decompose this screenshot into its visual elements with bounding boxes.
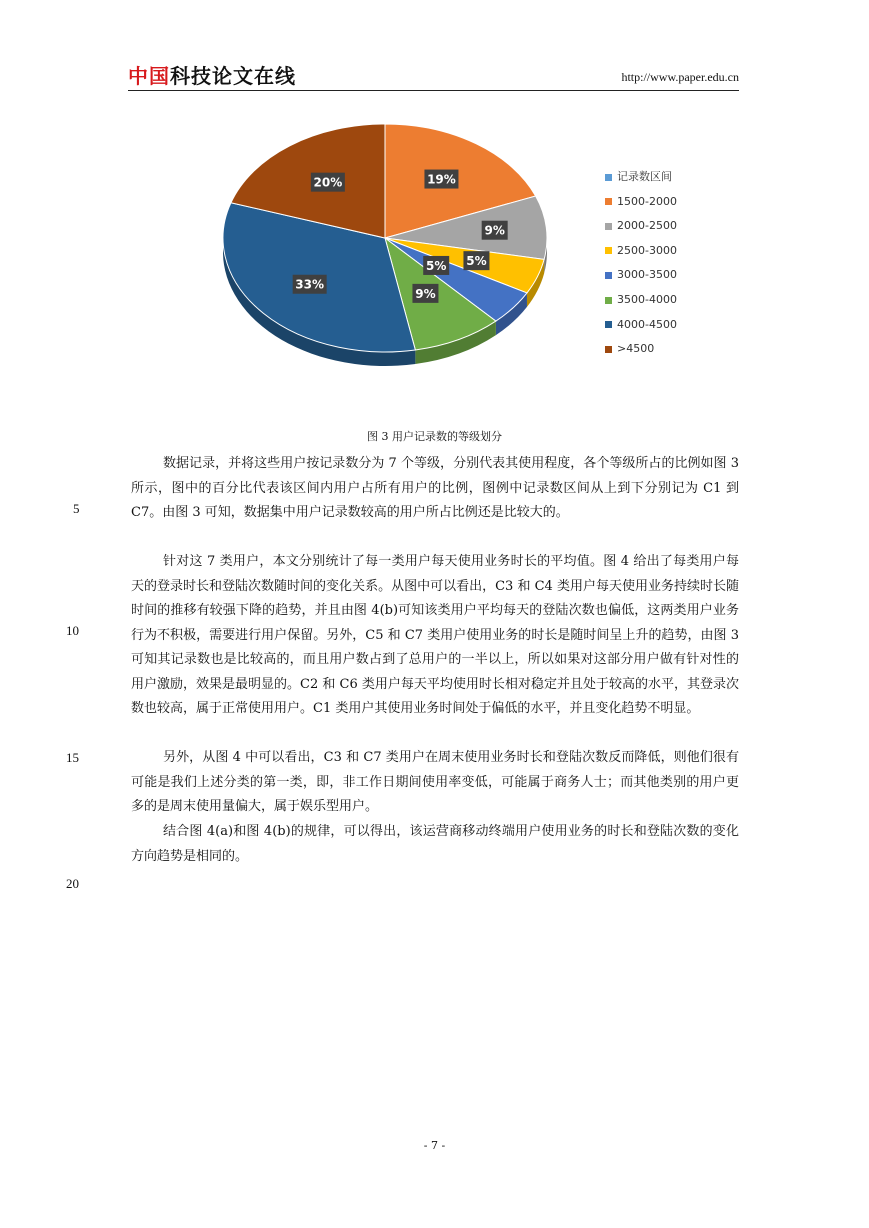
paragraph-3 — [131, 746, 739, 820]
data-label — [311, 173, 345, 192]
legend-item — [605, 318, 677, 332]
legend-swatch — [605, 198, 612, 205]
data-label — [463, 251, 489, 270]
paragraph-text: 另外，从图 4 中可以看出，C3 和 C7 类用户在周末使用业务时长和登陆次数反而降低，则他们很有可能是我们上述分类的第一类，即，非工作日期间使用率变低，可能属于商务人士；而其他类别的用户更多的是周末使用量偏大，属于娱乐型用户。 — [131, 750, 739, 814]
data-label-text: 5% — [466, 254, 487, 269]
figure-3 — [210, 118, 690, 408]
data-label — [482, 221, 508, 240]
data-label-text: 9% — [415, 286, 436, 301]
line-number: 5 — [73, 501, 80, 516]
legend-swatch — [605, 223, 612, 230]
legend-item — [605, 244, 677, 258]
paragraph-text: 结合图 4(a)和图 4(b)的规律，可以得出，该运营商移动终端用户使用业务的时长和登陆次数的变化方向趋势是相同的。 — [131, 824, 739, 864]
legend-item — [605, 268, 677, 282]
figure-caption: 图 3 用户记录数的等级划分 — [367, 430, 502, 443]
page-header — [128, 64, 739, 91]
legend-label: >4500 — [617, 342, 655, 356]
legend-item — [605, 293, 677, 307]
legend-item — [605, 342, 654, 356]
legend-swatch — [605, 174, 612, 181]
legend-swatch — [605, 247, 612, 254]
data-label-text: 33% — [295, 277, 325, 292]
legend-title: 记录数区间 — [617, 170, 672, 183]
legend-label: 2500-3000 — [617, 243, 677, 257]
data-label — [424, 170, 458, 189]
legend-label: 1500-2000 — [617, 194, 677, 208]
legend-label: 3500-4000 — [617, 293, 677, 306]
paragraph-1 — [131, 452, 739, 526]
logo-black-text: 科技论文在线 — [170, 64, 296, 88]
logo-red-text: 中国 — [128, 64, 170, 88]
paragraph-text: 针对这 7 类用户，本文分别统计了每一类用户每天使用业务时长的平均值。图 4 给出了每类用户每天的登录时长和登陆次数随时间的变化关系。从图中可以看出，C3 和 C4 类用户每天使用业务持续时长随时间的推移有较强下降的趋势，并且由图 4(b)可知该类用户平均每天的登陆次数也偏低，这两类用户业务行为不积极，需要进行用户保留。另外，C5 和 C7 类用户使用业务的时长是随时间呈上升的趋势，由图 3 可知其记录数也是比较高的，而且用户数占到了总用户的一半以上，所以如果对这部分用户做有针对性的用户激励，效果是最明显的。C2 和 C6 类用户每天平均使用时长相对稳定并且处于较高的水平，其登录次数也较高，属于正常使用用户。C1 类用户其使用业务时间处于偏低的水平，并且变化趋势不明显。 — [131, 554, 739, 716]
page-number: - 7 - — [423, 1139, 446, 1152]
header-url[interactable]: http://www.paper.edu.cn — [621, 70, 739, 84]
data-label-text: 20% — [313, 175, 343, 190]
journal-logo — [128, 64, 296, 88]
line-number: 20 — [66, 876, 79, 891]
legend-item — [605, 195, 677, 209]
legend-swatch — [605, 297, 612, 304]
line-number: 15 — [66, 750, 79, 765]
data-label — [423, 256, 449, 275]
data-label-text: 9% — [484, 223, 505, 238]
legend-title-row — [605, 170, 672, 184]
data-label-text: 19% — [427, 172, 456, 187]
legend-swatch — [605, 321, 612, 328]
data-label — [293, 275, 327, 294]
legend-label: 3000-3500 — [617, 268, 677, 282]
legend-swatch — [605, 346, 612, 353]
legend-label: 4000-4500 — [617, 317, 677, 331]
legend-item — [605, 219, 677, 233]
data-label — [412, 284, 438, 303]
paragraph-2 — [131, 550, 739, 722]
legend-swatch — [605, 272, 612, 279]
chart-legend — [599, 164, 695, 360]
paragraph-4 — [131, 820, 739, 869]
line-number: 10 — [66, 623, 79, 638]
data-label-text: 5% — [426, 258, 447, 273]
paragraph-text: 数据记录，并将这些用户按记录数分为 7 个等级，分别代表其使用程度，各个等级所占的比例如图 3 所示，图中的百分比代表该区间内用户占所有用户的比例，图例中记录数区间从上到下分别记为 C1 到 C7。由图 3 可知，数据集中用户记录数较高的用户所占比例还是比较大的。 — [131, 456, 739, 520]
legend-label: 2000-2500 — [617, 219, 677, 233]
